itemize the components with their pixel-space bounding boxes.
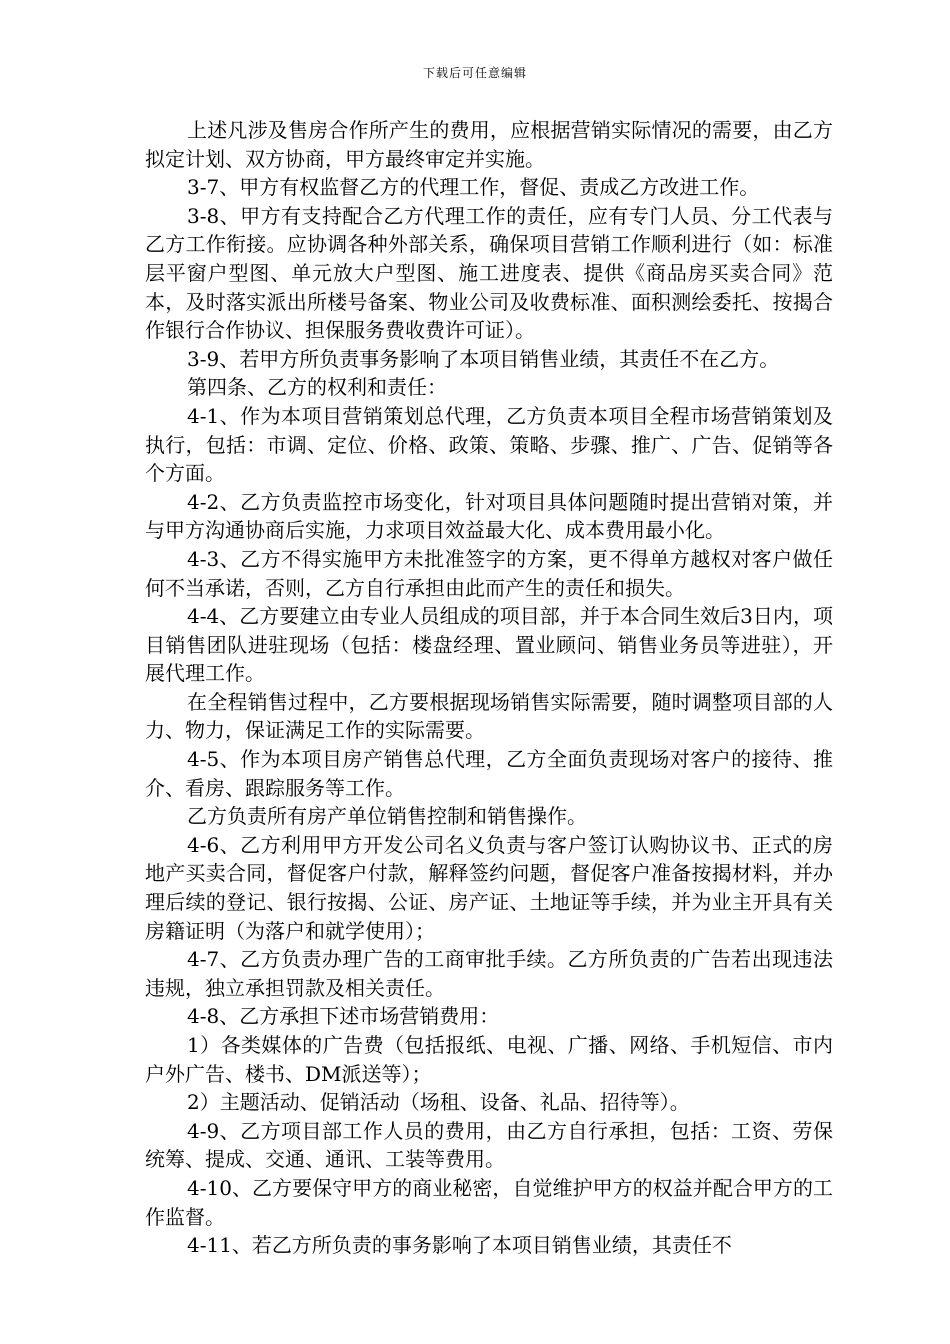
paragraph-4-4-continued: 在全程销售过程中，乙方要根据现场销售实际需要，随时调整项目部的人力、物力，保证满足工作的实际需要。	[145, 689, 833, 743]
paragraph-4-7: 4-7、乙方负责办理广告的工商审批手续。乙方所负责的广告若出现违法违规，独立承担罚款及相关责任。	[145, 947, 833, 1000]
paragraph-4-9: 4-9、乙方项目部工作人员的费用，由乙方自行承担，包括：工资、劳保统筹、提成、交通、通讯、工装等费用。	[145, 1118, 833, 1172]
paragraph-4-8: 4-8、乙方承担下述市场营销费用：	[187, 1004, 500, 1029]
paragraph-4-8-item-1: 1）各类媒体的广告费（包括报纸、电视、广播、网络、手机短信、市内户外广告、楼书、DM派送等）；	[145, 1033, 833, 1086]
paragraph-4-11: 4-11、若乙方所负责的事务影响了本项目销售业绩，其责任不	[187, 1233, 732, 1258]
paragraph-4-5-continued: 乙方负责所有房产单位销售控制和销售操作。	[187, 804, 587, 829]
paragraph-4-10: 4-10、乙方要保守甲方的商业秘密，自觉维护甲方的权益并配合甲方的工作监督。	[145, 1175, 833, 1229]
paragraph-3-9: 3-9、若甲方所负责事务影响了本项目销售业绩，其责任不在乙方。	[187, 346, 780, 371]
paragraph-4-8-item-2: 2）主题活动、促销活动（场租、设备、礼品、招待等）。	[187, 1090, 690, 1115]
paragraph-4-3: 4-3、乙方不得实施甲方未批准签字的方案，更不得单方越权对客户做任何不当承诺，否则，乙方自行承担由此而产生的责任和损失。	[145, 546, 833, 600]
paragraph-4-4: 4-4、乙方要建立由专业人员组成的项目部，并于本合同生效后3日内，项目销售团队进驻现场（包括：楼盘经理、置业顾问、销售业务员等进驻），开展代理工作。	[145, 604, 833, 686]
paragraph-4-2: 4-2、乙方负责监控市场变化，针对项目具体问题随时提出营销对策，并与甲方沟通协商后实施，力求项目效益最大化、成本费用最小化。	[145, 489, 833, 543]
paragraph-4-6: 4-6、乙方利用甲方开发公司名义负责与客户签订认购协议书、正式的房地产买卖合同，督促客户付款，解释签约问题，督促客户准备按揭材料，并办理后续的登记、银行按揭、公证、房产证、土地证等手续，并为业主开具有关房籍证明（为落户和就学使用）；	[145, 832, 833, 943]
document-body	[145, 116, 833, 1260]
paragraph-expense-note: 上述凡涉及售房合作所产生的费用，应根据营销实际情况的需要，由乙方拟定计划、双方协商，甲方最终审定并实施。	[145, 118, 833, 171]
paragraph-3-8: 3-8、甲方有支持配合乙方代理工作的责任，应有专门人员、分工代表与乙方工作衔接。应协调各种外部关系，确保项目营销工作顺利进行（如：标准层平窗户型图、单元放大户型图、施工进度表、提供《商品房买卖合同》范本，及时落实派出所楼号备案、物业公司及收费标准、面积测绘委托、按揭合作银行合作协议、担保服务费收费许可证）。	[145, 203, 833, 343]
paragraph-4-1: 4-1、作为本项目营销策划总代理，乙方负责本项目全程市场营销策划及执行，包括：市调、定位、价格、政策、策略、步骤、推广、广告、促销等各个方面。	[145, 403, 833, 486]
paragraph-3-7: 3-7、甲方有权监督乙方的代理工作，督促、责成乙方改进工作。	[187, 175, 760, 200]
paragraph-4-5: 4-5、作为本项目房产销售总代理，乙方全面负责现场对客户的接待、推介、看房、跟踪服务等工作。	[145, 747, 833, 800]
page-header: 下载后可任意编辑	[422, 66, 527, 80]
section-heading-article-4: 第四条、乙方的权利和责任：	[187, 375, 447, 400]
